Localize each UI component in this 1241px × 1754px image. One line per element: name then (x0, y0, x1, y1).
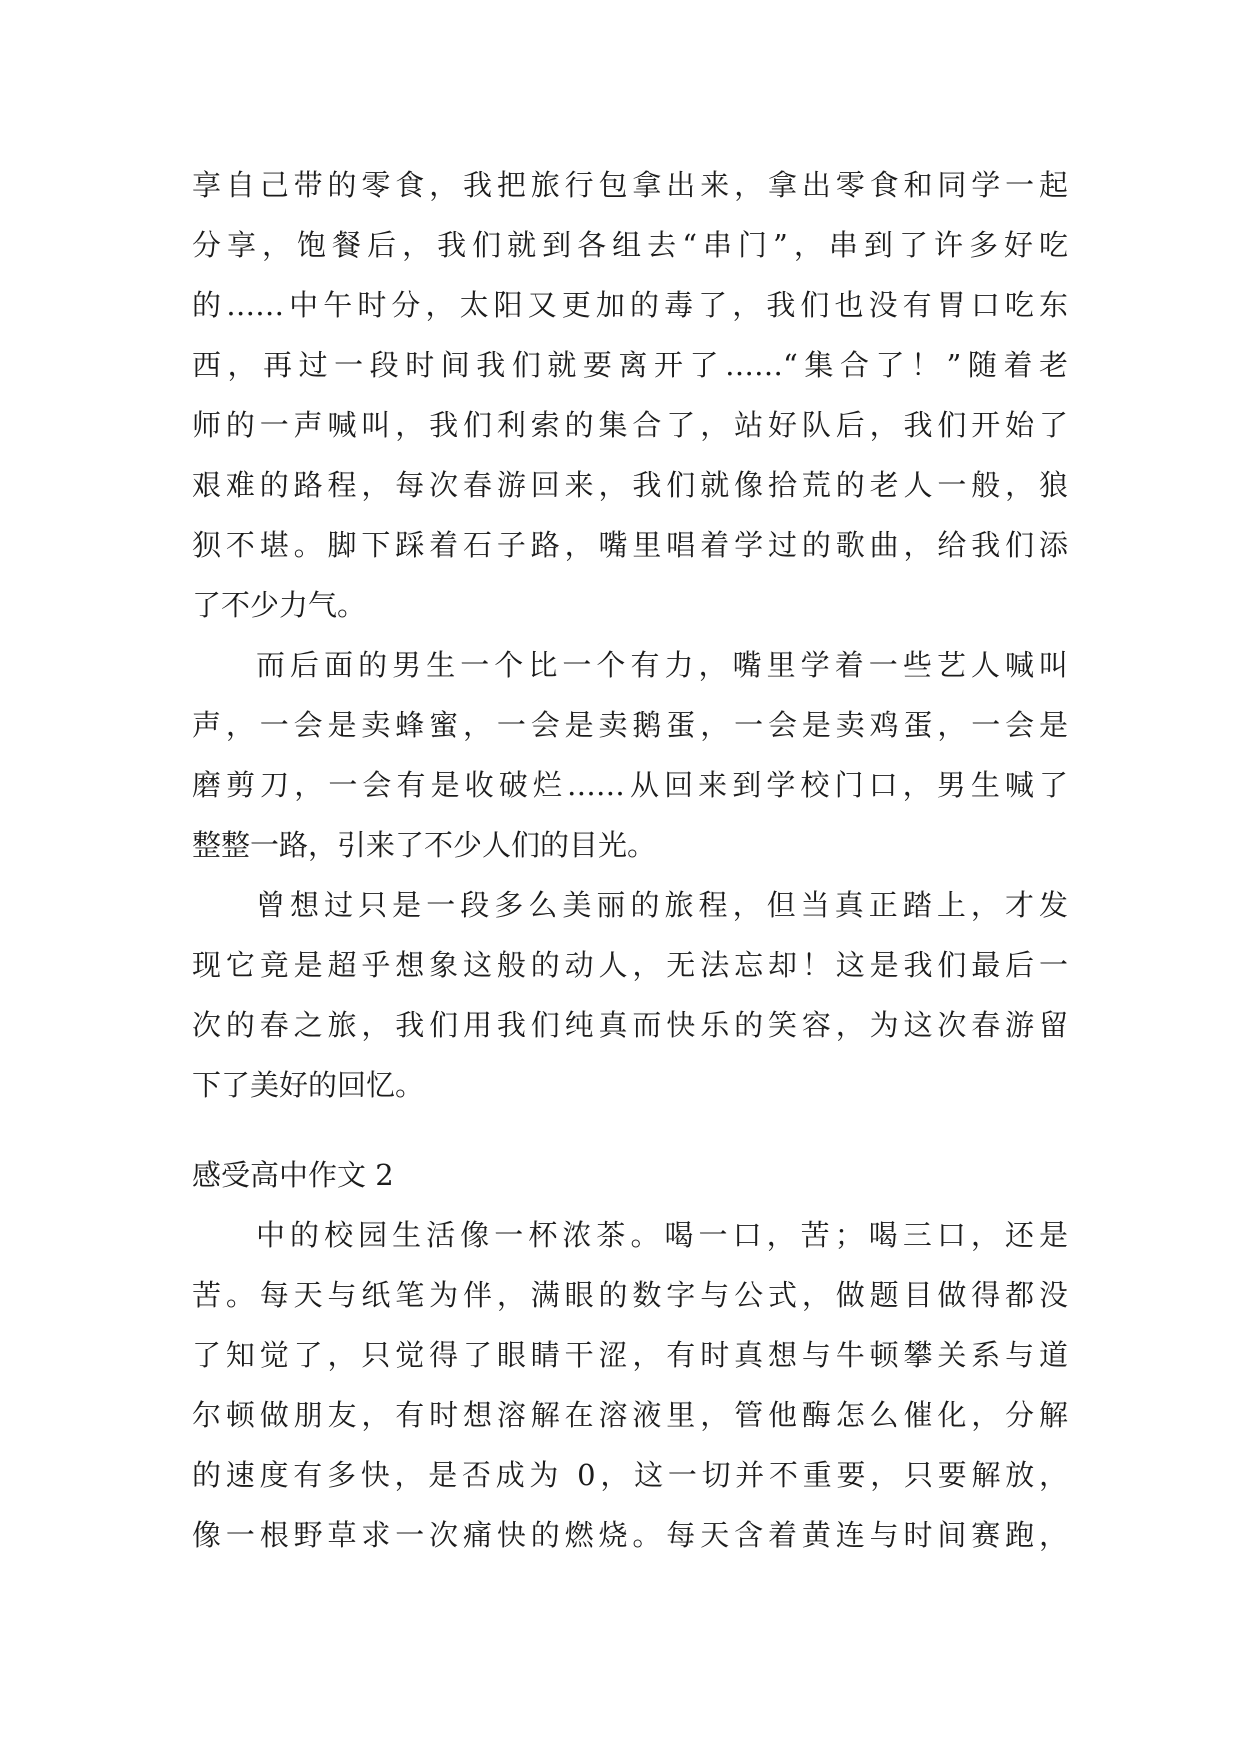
paragraph-line: 现它竟是超乎想象这般的动人，无法忘却！这是我们最后一 (192, 948, 1068, 982)
paragraph-line: 师的一声喊叫，我们利索的集合了，站好队后，我们开始了 (192, 408, 1068, 442)
paragraph-line: 尔顿做朋友，有时想溶解在溶液里，管他酶怎么催化，分解 (192, 1398, 1068, 1432)
paragraph-line: 狈不堪。脚下踩着石子路，嘴里唱着学过的歌曲，给我们添 (192, 528, 1068, 562)
section-heading: 感受高中作文 2 (192, 1158, 394, 1192)
paragraph-line: 磨剪刀，一会有是收破烂……从回来到学校门口，男生喊了 (192, 768, 1068, 802)
paragraph-line: 了知觉了，只觉得了眼睛干涩，有时真想与牛顿攀关系与道 (192, 1338, 1068, 1372)
paragraph-line: 享自己带的零食，我把旅行包拿出来，拿出零食和同学一起 (192, 168, 1068, 202)
paragraph-line: 西，再过一段时间我们就要离开了……“集合了！”随着老 (192, 348, 1068, 382)
paragraph-line: 中的校园生活像一杯浓茶。喝一口，苦；喝三口，还是 (256, 1218, 1068, 1252)
paragraph-line: 分享，饱餐后，我们就到各组去“串门”，串到了许多好吃 (192, 228, 1068, 262)
paragraph-line: 了不少力气。 (192, 588, 367, 622)
paragraph-line: 的速度有多快，是否成为 0，这一切并不重要，只要解放， (192, 1458, 1068, 1492)
paragraph-line: 下了美好的回忆。 (192, 1068, 425, 1102)
paragraph-line: 整整一路，引来了不少人们的目光。 (192, 828, 657, 862)
paragraph-line: 苦。每天与纸笔为伴，满眼的数字与公式，做题目做得都没 (192, 1278, 1068, 1312)
paragraph-line: 艰难的路程，每次春游回来，我们就像拾荒的老人一般，狼 (192, 468, 1068, 502)
paragraph-line: 像一根野草求一次痛快的燃烧。每天含着黄连与时间赛跑， (192, 1518, 1068, 1552)
paragraph-line: 曾想过只是一段多么美丽的旅程，但当真正踏上，才发 (256, 888, 1068, 922)
paragraph-line: 声，一会是卖蜂蜜，一会是卖鹅蛋，一会是卖鸡蛋，一会是 (192, 708, 1068, 742)
paragraph-line: 而后面的男生一个比一个有力，嘴里学着一些艺人喊叫 (256, 648, 1068, 682)
paragraph-line: 的……中午时分，太阳又更加的毒了，我们也没有胃口吃东 (192, 288, 1068, 322)
paragraph-line: 次的春之旅，我们用我们纯真而快乐的笑容，为这次春游留 (192, 1008, 1068, 1042)
